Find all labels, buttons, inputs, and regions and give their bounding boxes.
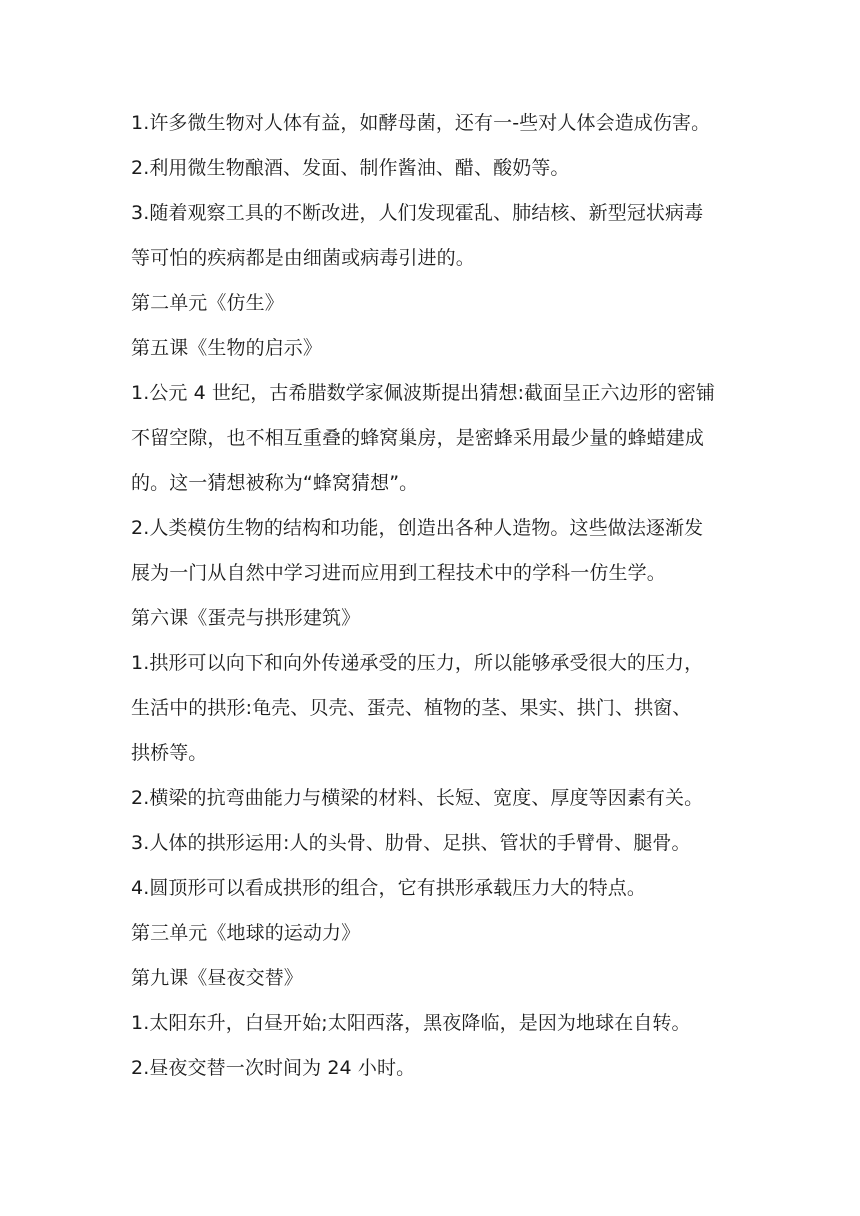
paragraph-microbes-2 bbox=[131, 155, 731, 181]
text-line: 第六课《蛋壳与拱形建筑》 bbox=[131, 607, 361, 629]
document-body bbox=[131, 110, 731, 1081]
paragraph-lesson5-2 bbox=[131, 515, 731, 586]
paragraph-lesson9-2 bbox=[131, 1055, 731, 1081]
text-line: 1.公元 4 世纪，古希腊数学家佩波斯提出猜想:截面呈正六边形的密铺 bbox=[131, 382, 716, 404]
text-line: 生活中的拱形:龟壳、贝壳、蛋壳、植物的茎、果实、拱门、拱窗、 bbox=[131, 697, 692, 719]
paragraph-microbes-1 bbox=[131, 110, 731, 136]
text-line: 2.人类模仿生物的结构和功能，创造出各种人造物。这些做法逐渐发 bbox=[131, 517, 704, 539]
paragraph-lesson5-1 bbox=[131, 380, 731, 496]
text-line: 2.利用微生物酿酒、发面、制作酱油、醋、酸奶等。 bbox=[131, 157, 570, 179]
text-line: 第五课《生物的启示》 bbox=[131, 337, 323, 359]
paragraph-lesson6-4 bbox=[131, 875, 731, 901]
text-line: 不留空隙，也不相互重叠的蜂窝巢房，是密蜂采用最少量的蜂蜡建成 bbox=[131, 427, 705, 449]
text-line: 2.昼夜交替一次时间为 24 小时。 bbox=[131, 1057, 416, 1079]
text-line: 第二单元《仿生》 bbox=[131, 292, 284, 314]
paragraph-microbes-3 bbox=[131, 200, 731, 271]
text-line: 1.太阳东升，白昼开始;太阳西落，黑夜降临，是因为地球在自转。 bbox=[131, 1012, 691, 1034]
text-line: 1.许多微生物对人体有益，如酵母菌，还有一-些对人体会造成伤害。 bbox=[131, 112, 711, 134]
text-line: 的。这一猜想被称为“蜂窝猜想”。 bbox=[131, 472, 419, 494]
text-line: 3.随着观察工具的不断改进，人们发现霍乱、肺结核、新型冠状病毒 bbox=[131, 202, 704, 224]
lesson-heading-9 bbox=[131, 965, 731, 991]
text-line: 4.圆顶形可以看成拱形的组合，它有拱形承载压力大的特点。 bbox=[131, 877, 646, 899]
paragraph-lesson6-2 bbox=[131, 785, 731, 811]
text-line: 拱桥等。 bbox=[131, 742, 208, 764]
lesson-heading-5 bbox=[131, 335, 731, 361]
unit-heading-bionics bbox=[131, 290, 731, 316]
text-line: 等可怕的疾病都是由细菌或病毒引进的。 bbox=[131, 247, 475, 269]
unit-heading-earth-motion bbox=[131, 920, 731, 946]
text-line: 2.横梁的抗弯曲能力与横梁的材料、长短、宽度、厚度等因素有关。 bbox=[131, 787, 704, 809]
lesson-heading-6 bbox=[131, 605, 731, 631]
paragraph-lesson9-1 bbox=[131, 1010, 731, 1036]
paragraph-lesson6-1 bbox=[131, 650, 731, 766]
paragraph-lesson6-3 bbox=[131, 830, 731, 856]
text-line: 第三单元《地球的运动力》 bbox=[131, 922, 361, 944]
text-line: 展为一门从自然中学习进而应用到工程技术中的学科一仿生学。 bbox=[131, 562, 666, 584]
text-line: 1.拱形可以向下和向外传递承受的压力，所以能够承受很大的压力， bbox=[131, 652, 704, 674]
text-line: 第九课《昼夜交替》 bbox=[131, 967, 303, 989]
text-line: 3.人体的拱形运用:人的头骨、肋骨、足拱、管状的手臂骨、腿骨。 bbox=[131, 832, 691, 854]
